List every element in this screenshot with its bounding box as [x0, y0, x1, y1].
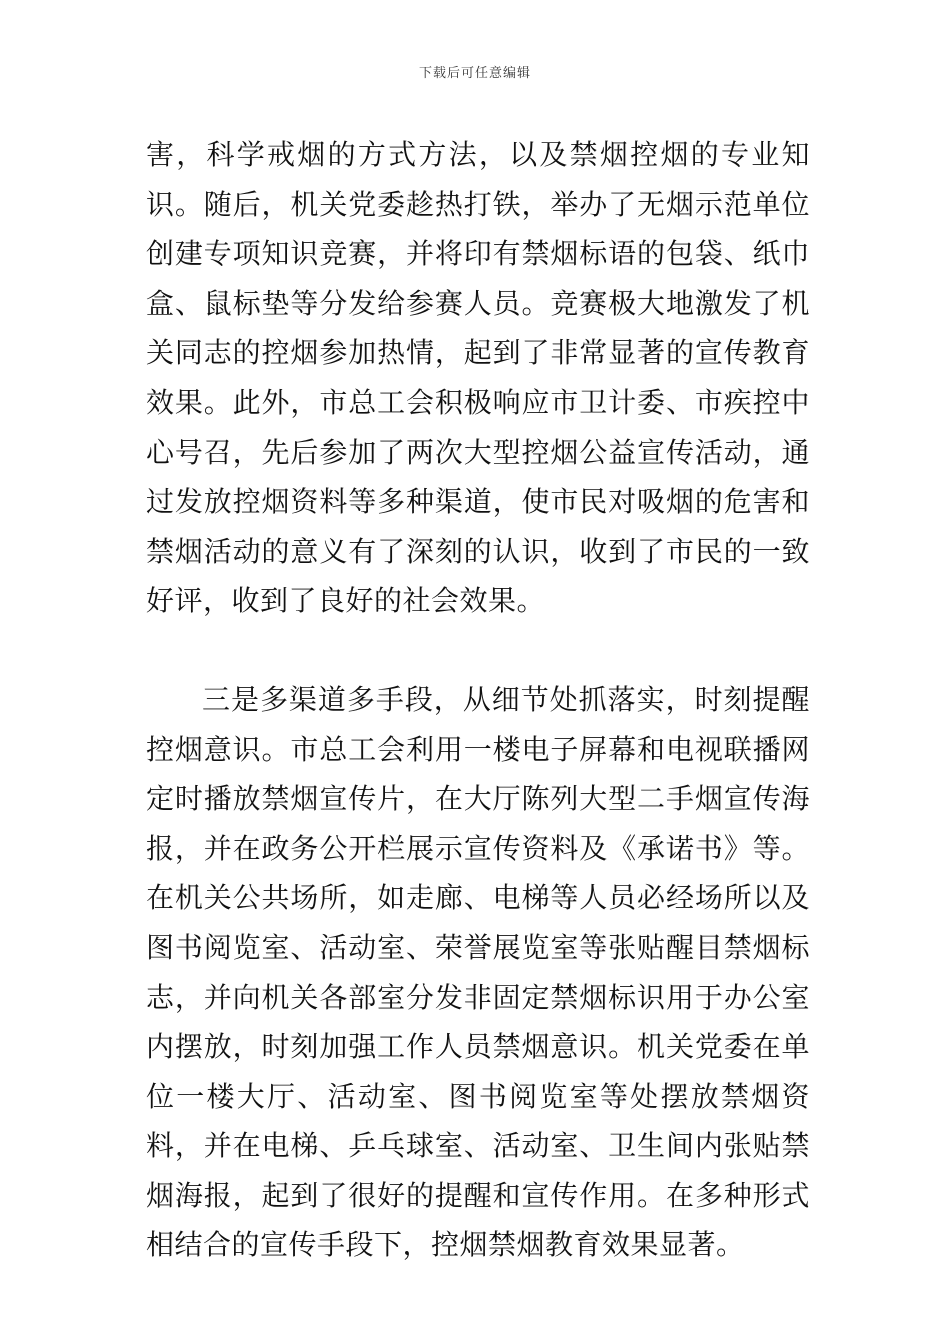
document-body: [146, 130, 810, 1270]
body-paragraph-2: 三是多渠道多手段，从细节处抓落实，时刻提醒控烟意识。市总工会利用一楼电子屏幕和电视联播网定时播放禁烟宣传片，在大厅陈列大型二手烟宣传海报，并在政务公开栏展示宣传资料及《承诺书》等。在机关公共场所，如走廊、电梯等人员必经场所以及图书阅览室、活动室、荣誉展览室等张贴醒目禁烟标志，并向机关各部室分发非固定禁烟标识用于办公室内摆放，时刻加强工作人员禁烟意识。机关党委在单位一楼大厅、活动室、图书阅览室等处摆放禁烟资料，并在电梯、乒乓球室、活动室、卫生间内张贴禁烟海报，起到了很好的提醒和宣传作用。在多种形式相结合的宣传手段下，控烟禁烟教育效果显著。: [146, 682, 810, 1262]
page-header-note: 下载后可任意编辑: [418, 66, 531, 81]
body-paragraph-1: 害，科学戒烟的方式方法，以及禁烟控烟的专业知识。随后，机关党委趁热打铁，举办了无烟示范单位创建专项知识竞赛，并将印有禁烟标语的包袋、纸巾盒、鼠标垫等分发给参赛人员。竞赛极大地激发了机关同志的控烟参加热情，起到了非常显著的宣传教育效果。此外，市总工会积极响应市卫计委、市疾控中心号召，先后参加了两次大型控烟公益宣传活动，通过发放控烟资料等多种渠道，使市民对吸烟的危害和禁烟活动的意义有了深刻的认识，收到了市民的一致好评，收到了良好的社会效果。: [146, 138, 810, 618]
